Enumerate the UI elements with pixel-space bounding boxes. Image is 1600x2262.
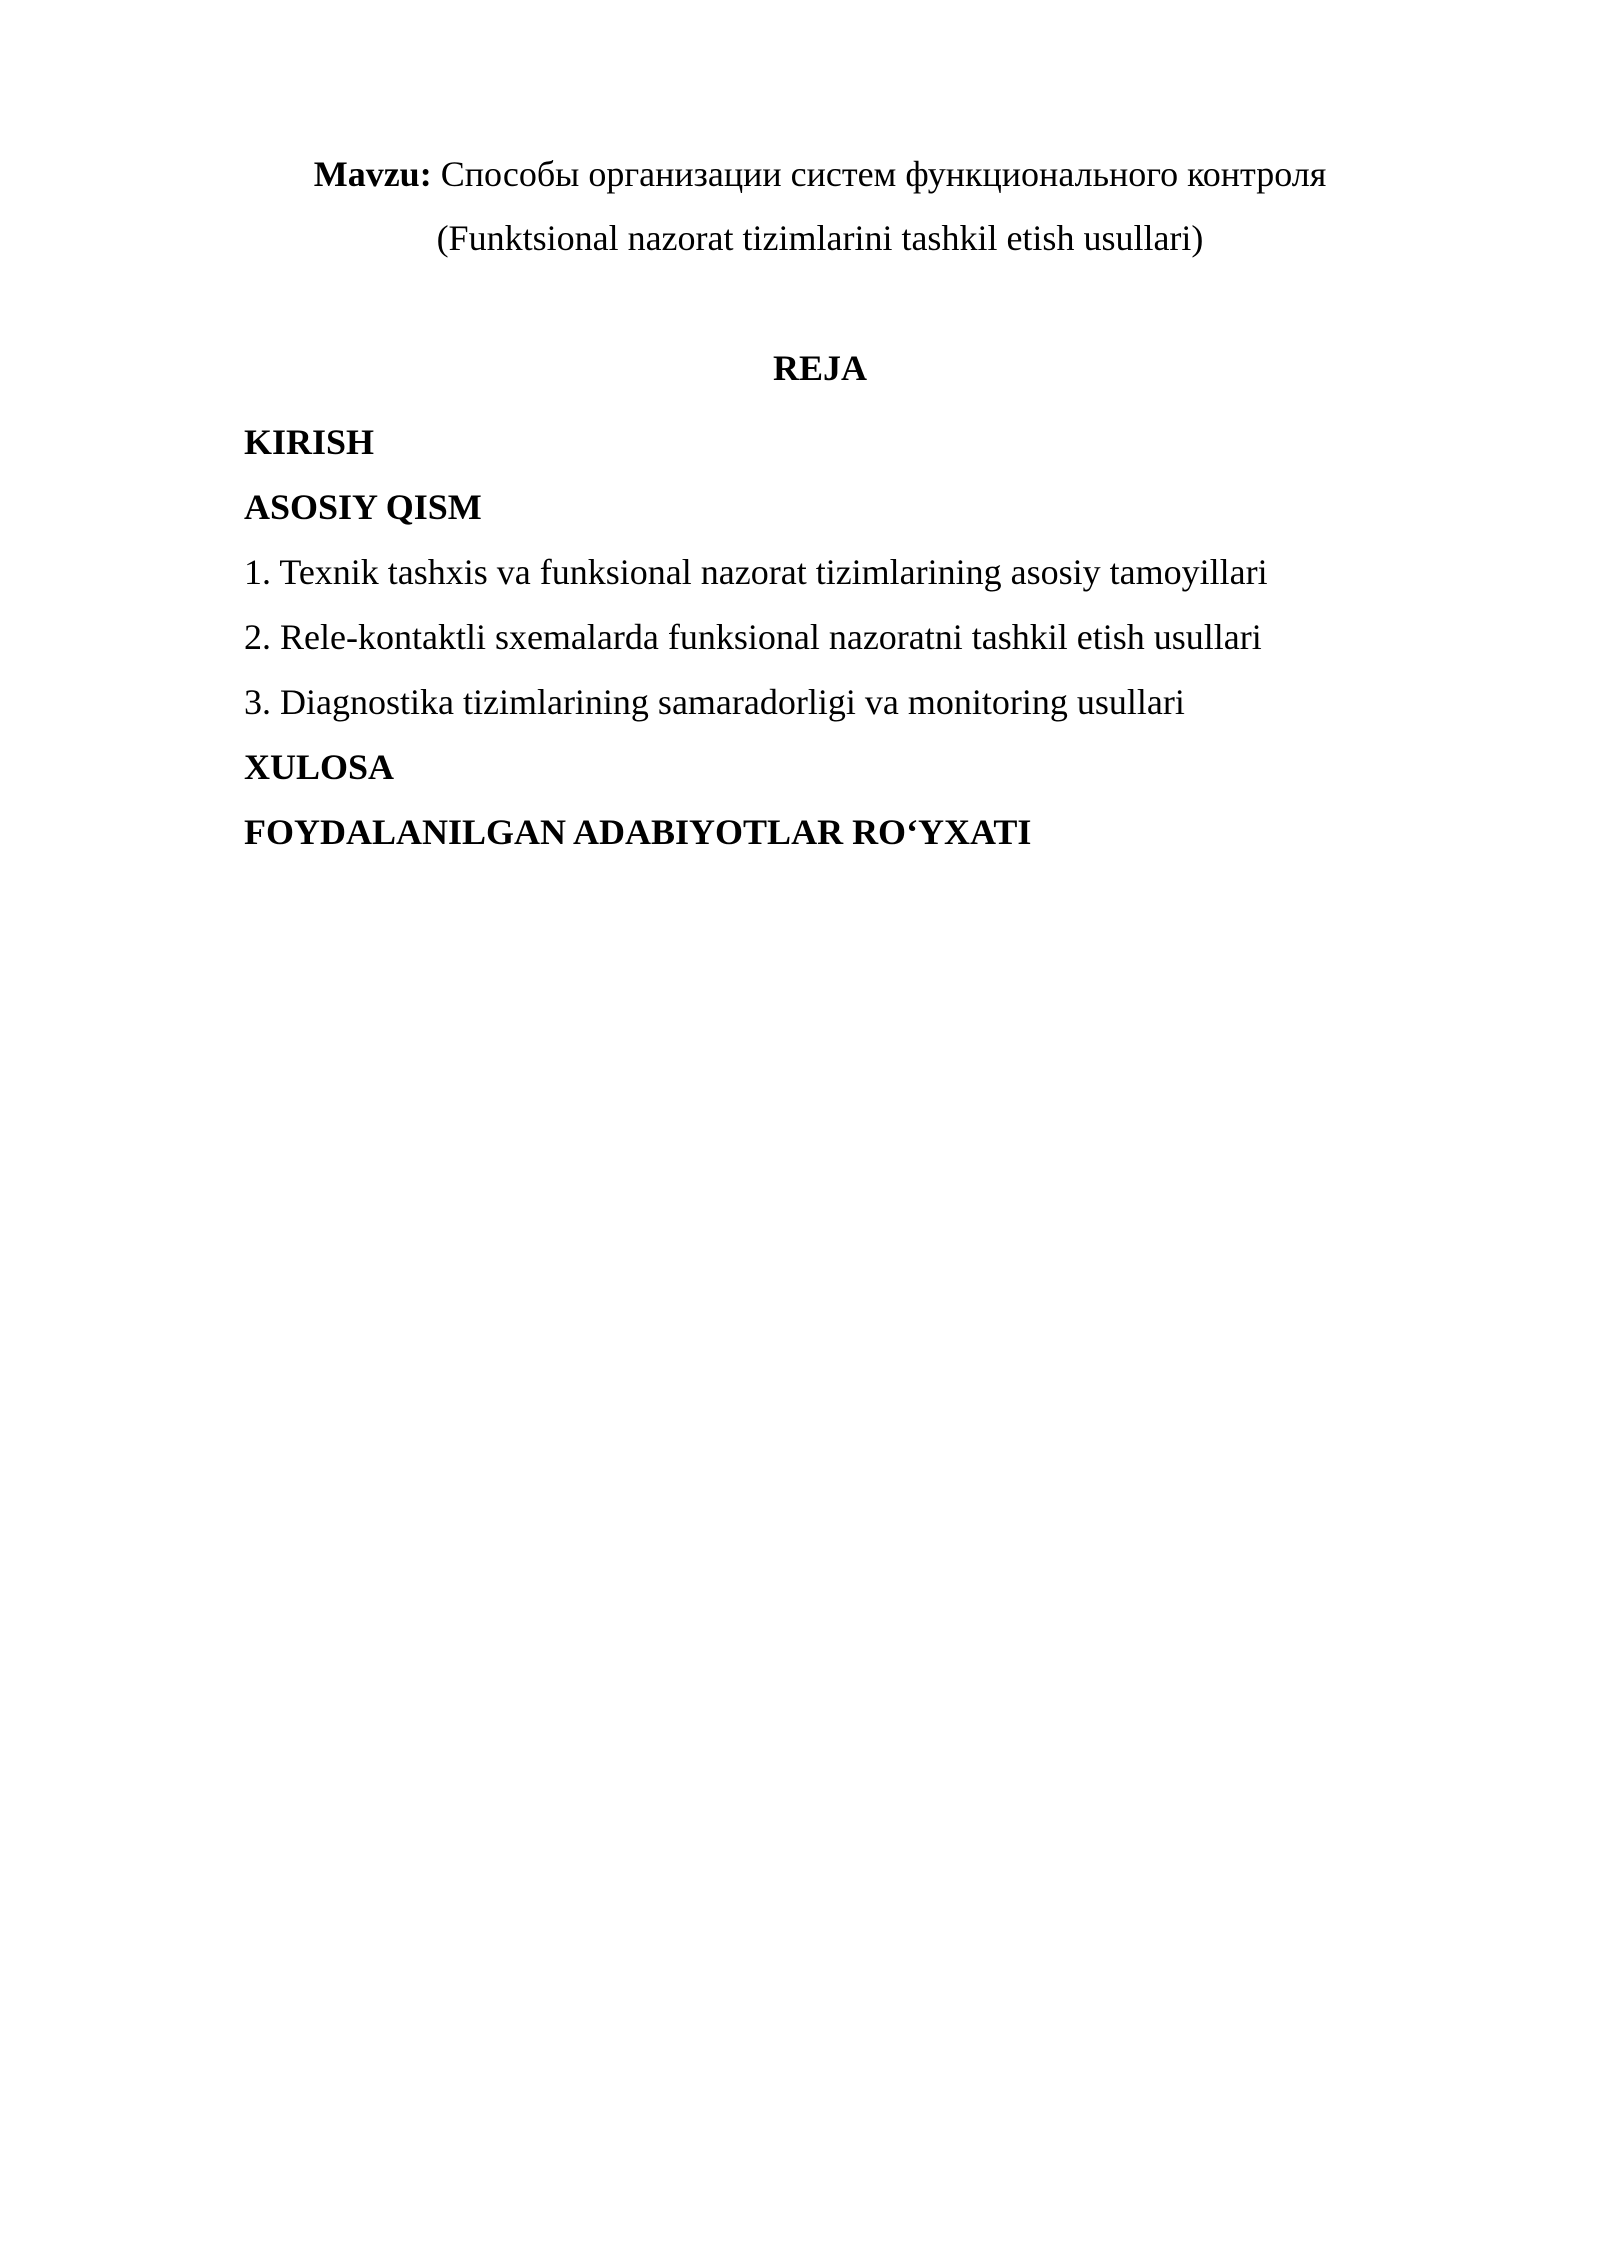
- topic-title-uz: (Funktsional nazorat tizimlarini tashkil etish usullari): [436, 218, 1204, 258]
- topic-title-line: [0, 152, 1600, 196]
- plan-item-3: 3. Diagnostika tizimlarining samaradorligi va monitoring usullari: [244, 682, 1185, 722]
- plan-item-1: 1. Texnik tashxis va funksional nazorat tizimlarining asosiy tamoyillari: [244, 552, 1268, 592]
- plan-title: REJA: [772, 348, 867, 388]
- plan-item-2: 2. Rele-kontaktli sxemalarda funksional nazoratni tashkil etish usullari: [244, 617, 1262, 657]
- plan-item-conclusion: XULOSA: [244, 747, 395, 787]
- plan-list: [244, 410, 1444, 865]
- plan-item-introduction: KIRISH: [244, 422, 375, 462]
- plan-item-main-part: ASOSIY QISM: [244, 487, 482, 527]
- plan-item-references: FOYDALANILGAN ADABIYOTLAR RO‘YXATI: [244, 812, 1032, 852]
- topic-label: Mavzu:: [313, 154, 432, 194]
- topic-title-ru: Способы организации систем функционального контроля: [440, 154, 1327, 194]
